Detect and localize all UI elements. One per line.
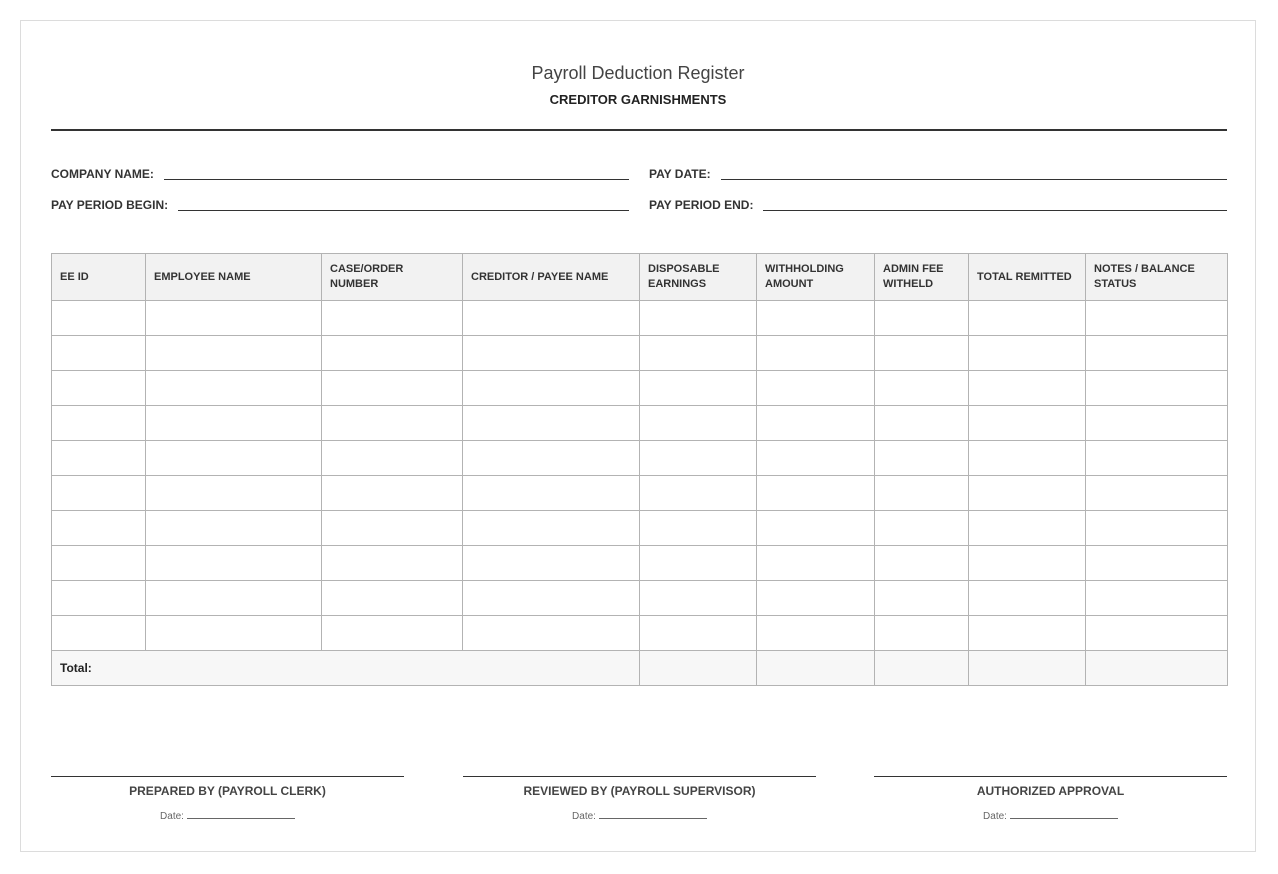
total-remitted-cell[interactable] [969, 651, 1086, 686]
withholding-amount-cell[interactable] [757, 546, 875, 581]
disposable-earnings-cell[interactable] [640, 336, 757, 371]
total-remitted-cell[interactable] [969, 616, 1086, 651]
total-remitted-cell[interactable] [969, 581, 1086, 616]
ee-id-cell[interactable] [52, 546, 146, 581]
document-title: Payroll Deduction Register [531, 63, 745, 83]
total-row [52, 651, 1228, 686]
case-order-number-cell[interactable] [322, 336, 463, 371]
withholding-amount-cell[interactable] [757, 301, 875, 336]
employee-name-cell[interactable] [146, 546, 322, 581]
document-page [20, 20, 1256, 852]
admin-fee-cell[interactable] [875, 616, 969, 651]
total-remitted-cell[interactable] [969, 546, 1086, 581]
admin-fee-cell[interactable] [875, 581, 969, 616]
ee-id-cell[interactable] [52, 371, 146, 406]
company-name-field [51, 167, 629, 181]
signature-line[interactable] [874, 776, 1227, 777]
total-remitted-cell[interactable] [969, 511, 1086, 546]
admin-fee-cell[interactable] [875, 336, 969, 371]
total-withholding-amount-cell[interactable] [757, 651, 875, 686]
employee-name-cell[interactable] [146, 406, 322, 441]
case-order-number-cell[interactable] [322, 546, 463, 581]
column-header-notes-balance-status: NOTES / BALANCE STATUS [1086, 254, 1228, 301]
signature-block-authorized [874, 776, 1227, 823]
pay-period-end-input-line[interactable] [763, 198, 1227, 211]
notes-balance-cell[interactable] [1086, 581, 1228, 616]
admin-fee-cell[interactable] [875, 511, 969, 546]
signature-line[interactable] [51, 776, 404, 777]
employee-name-cell[interactable] [146, 441, 322, 476]
ee-id-cell[interactable] [52, 581, 146, 616]
withholding-amount-cell[interactable] [757, 441, 875, 476]
case-order-number-cell[interactable] [322, 511, 463, 546]
employee-name-cell[interactable] [146, 511, 322, 546]
ee-id-cell[interactable] [52, 441, 146, 476]
signature-date [463, 809, 816, 823]
creditor-payee-name-cell[interactable] [463, 511, 640, 546]
table-body [52, 301, 1228, 686]
withholding-amount-cell[interactable] [757, 406, 875, 441]
signature-title: REVIEWED BY (PAYROLL SUPERVISOR) [523, 784, 756, 798]
column-header-total-remitted: TOTAL REMITTED [969, 254, 1086, 301]
creditor-payee-name-cell[interactable] [463, 616, 640, 651]
table-row [52, 371, 1228, 406]
company-name-label: COMPANY NAME: [51, 167, 154, 181]
notes-balance-cell[interactable] [1086, 546, 1228, 581]
admin-fee-cell[interactable] [875, 406, 969, 441]
table-row [52, 441, 1228, 476]
ee-id-cell[interactable] [52, 476, 146, 511]
admin-fee-cell[interactable] [875, 301, 969, 336]
disposable-earnings-cell[interactable] [640, 406, 757, 441]
case-order-number-cell[interactable] [322, 476, 463, 511]
notes-balance-cell[interactable] [1086, 371, 1228, 406]
column-header-admin-fee-witheld: ADMIN FEE WITHELD [875, 254, 969, 301]
pay-period-begin-label: PAY PERIOD BEGIN: [51, 198, 169, 212]
case-order-number-cell[interactable] [322, 371, 463, 406]
notes-balance-cell[interactable] [1086, 301, 1228, 336]
notes-balance-cell[interactable] [1086, 336, 1228, 371]
document-subtitle: CREDITOR GARNISHMENTS [549, 92, 727, 107]
pay-date-field [649, 167, 1227, 181]
table-header-row [52, 254, 1228, 301]
employee-name-cell[interactable] [146, 336, 322, 371]
notes-balance-cell[interactable] [1086, 511, 1228, 546]
notes-balance-cell[interactable] [1086, 476, 1228, 511]
table-row [52, 301, 1228, 336]
signature-date [874, 809, 1227, 823]
pay-period-end-label: PAY PERIOD END: [649, 198, 754, 212]
admin-fee-cell[interactable] [875, 441, 969, 476]
ee-id-cell[interactable] [52, 406, 146, 441]
column-header-case-order-number: CASE/ORDER NUMBER [322, 254, 463, 301]
signature-line[interactable] [463, 776, 816, 777]
date-label: Date: [572, 811, 596, 822]
column-header-ee-id: EE ID [52, 254, 146, 301]
date-label: Date: [160, 811, 184, 822]
table-row [52, 476, 1228, 511]
ee-id-cell[interactable] [52, 616, 146, 651]
admin-fee-cell[interactable] [875, 476, 969, 511]
table-row [52, 616, 1228, 651]
disposable-earnings-cell[interactable] [640, 511, 757, 546]
company-name-input-line[interactable] [164, 167, 629, 180]
pay-date-label: PAY DATE: [649, 167, 711, 181]
table-row [52, 336, 1228, 371]
case-order-number-cell[interactable] [322, 301, 463, 336]
ee-id-cell[interactable] [52, 301, 146, 336]
case-order-number-cell[interactable] [322, 581, 463, 616]
total-admin-fee-cell[interactable] [875, 651, 969, 686]
creditor-payee-name-cell[interactable] [463, 441, 640, 476]
creditor-payee-name-cell[interactable] [463, 371, 640, 406]
disposable-earnings-cell[interactable] [640, 546, 757, 581]
creditor-payee-name-cell[interactable] [463, 406, 640, 441]
admin-fee-cell[interactable] [875, 371, 969, 406]
withholding-amount-cell[interactable] [757, 616, 875, 651]
column-header-employee-name: EMPLOYEE NAME [146, 254, 322, 301]
creditor-payee-name-cell[interactable] [463, 301, 640, 336]
withholding-amount-cell[interactable] [757, 336, 875, 371]
total-remitted-cell[interactable] [969, 336, 1086, 371]
case-order-number-cell[interactable] [322, 441, 463, 476]
total-remitted-cell[interactable] [969, 441, 1086, 476]
ee-id-cell[interactable] [52, 336, 146, 371]
title-divider [51, 129, 1227, 131]
employee-name-cell[interactable] [146, 301, 322, 336]
employee-name-cell[interactable] [146, 371, 322, 406]
ee-id-cell[interactable] [52, 511, 146, 546]
case-order-number-cell[interactable] [322, 406, 463, 441]
admin-fee-cell[interactable] [875, 546, 969, 581]
table-row [52, 546, 1228, 581]
employee-name-cell[interactable] [146, 616, 322, 651]
total-notes-cell[interactable] [1086, 651, 1228, 686]
date-line[interactable] [1010, 809, 1118, 819]
table-row [52, 581, 1228, 616]
signature-title: PREPARED BY (PAYROLL CLERK) [129, 784, 326, 798]
withholding-amount-cell[interactable] [757, 476, 875, 511]
total-disposable-earnings-cell[interactable] [640, 651, 757, 686]
disposable-earnings-cell[interactable] [640, 476, 757, 511]
disposable-earnings-cell[interactable] [640, 616, 757, 651]
notes-balance-cell[interactable] [1086, 441, 1228, 476]
creditor-payee-name-cell[interactable] [463, 546, 640, 581]
table-row [52, 511, 1228, 546]
signature-block-prepared [51, 776, 404, 823]
column-header-disposable-earnings: DISPOSABLE EARNINGS [640, 254, 757, 301]
date-line[interactable] [187, 809, 295, 819]
disposable-earnings-cell[interactable] [640, 441, 757, 476]
employee-name-cell[interactable] [146, 476, 322, 511]
total-remitted-cell[interactable] [969, 301, 1086, 336]
pay-period-begin-field [51, 198, 629, 212]
garnishment-register-table [51, 253, 1228, 686]
withholding-amount-cell[interactable] [757, 511, 875, 546]
creditor-payee-name-cell[interactable] [463, 476, 640, 511]
notes-balance-cell[interactable] [1086, 406, 1228, 441]
pay-period-begin-input-line[interactable] [178, 198, 629, 211]
table-row [52, 406, 1228, 441]
total-remitted-cell[interactable] [969, 406, 1086, 441]
creditor-payee-name-cell[interactable] [463, 581, 640, 616]
pay-date-input-line[interactable] [721, 167, 1227, 180]
signature-date [51, 809, 404, 823]
signature-block-reviewed [463, 776, 816, 823]
column-header-creditor-payee-name: CREDITOR / PAYEE NAME [463, 254, 640, 301]
total-label: Total: [52, 651, 640, 686]
notes-balance-cell[interactable] [1086, 616, 1228, 651]
date-line[interactable] [599, 809, 707, 819]
total-remitted-cell[interactable] [969, 371, 1086, 406]
column-header-withholding-amount: WITHHOLDING AMOUNT [757, 254, 875, 301]
pay-period-end-field [649, 198, 1227, 212]
disposable-earnings-cell[interactable] [640, 301, 757, 336]
total-remitted-cell[interactable] [969, 476, 1086, 511]
disposable-earnings-cell[interactable] [640, 581, 757, 616]
disposable-earnings-cell[interactable] [640, 371, 757, 406]
date-label: Date: [983, 811, 1007, 822]
creditor-payee-name-cell[interactable] [463, 336, 640, 371]
signature-title: AUTHORIZED APPROVAL [976, 784, 1125, 798]
employee-name-cell[interactable] [146, 581, 322, 616]
case-order-number-cell[interactable] [322, 616, 463, 651]
withholding-amount-cell[interactable] [757, 371, 875, 406]
withholding-amount-cell[interactable] [757, 581, 875, 616]
